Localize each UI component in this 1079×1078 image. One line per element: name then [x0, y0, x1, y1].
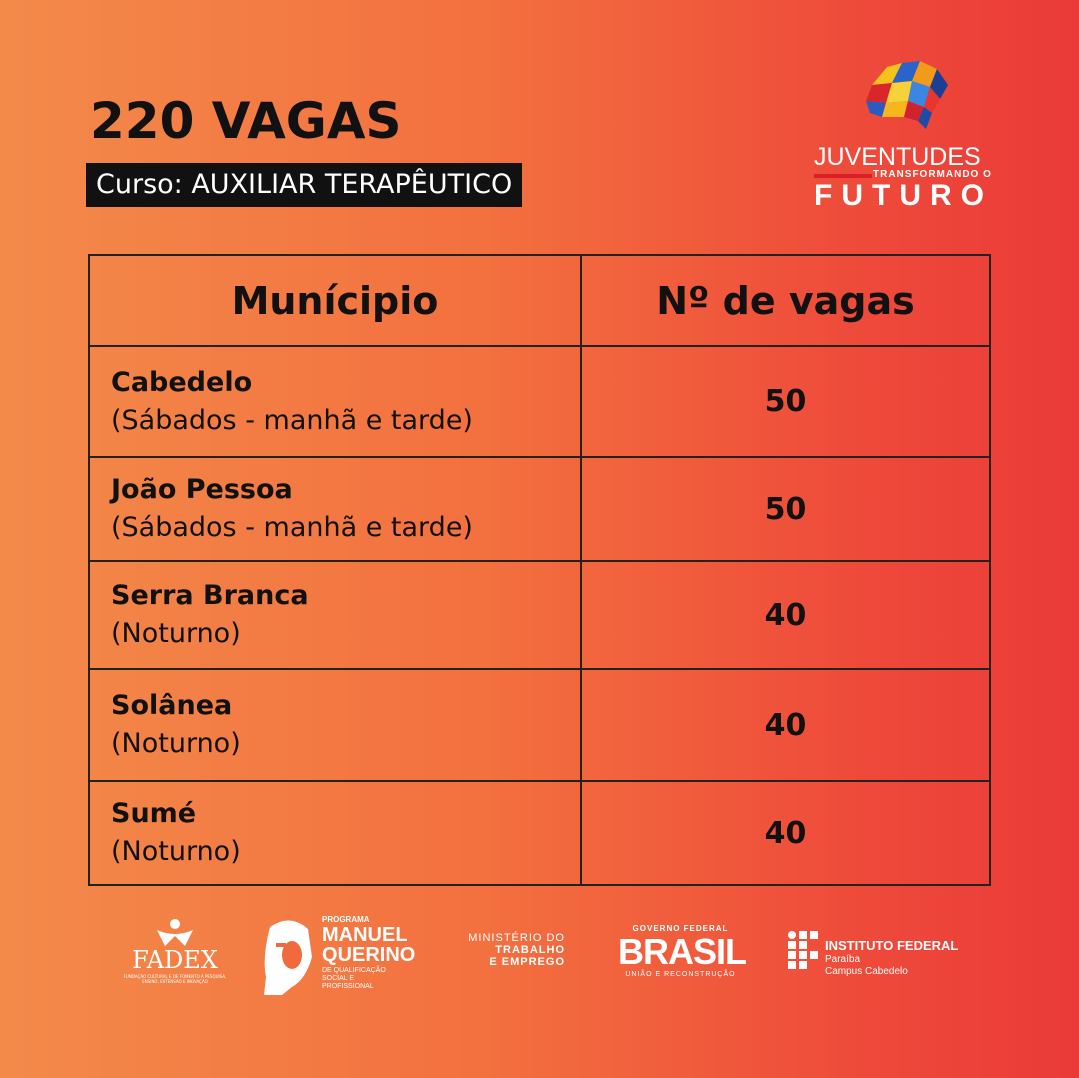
ministerio-logo	[450, 932, 565, 968]
sponsor-logos	[0, 910, 1079, 1000]
governo-brasil: BRASIL	[618, 931, 746, 972]
table-row	[89, 669, 990, 781]
fadex-logo	[120, 918, 230, 993]
municipio-cell	[89, 561, 581, 669]
governo-line1: GOVERNO FEDERAL	[632, 924, 729, 933]
instituto-federal-logo	[787, 930, 977, 980]
vacancies-table	[88, 254, 991, 886]
table-row	[89, 561, 990, 669]
logo-text-transformando: TRANSFORMANDO O	[873, 169, 992, 180]
mq-program-label: PROGRAMA	[322, 915, 370, 924]
municipio-cell	[89, 346, 581, 457]
municipio-schedule: (Noturno)	[111, 618, 241, 649]
table-row	[89, 781, 990, 885]
if-name: INSTITUTO FEDERAL	[825, 938, 959, 953]
municipio-schedule: (Sábados - manhã e tarde)	[111, 404, 473, 436]
logo-red-bar	[814, 174, 872, 178]
ministerio-line3: E EMPREGO	[489, 956, 565, 968]
ministerio-line2: TRABALHO	[495, 944, 565, 956]
municipio-cell	[89, 457, 581, 561]
logo-text-futuro: FUTURO	[814, 179, 993, 212]
table-header-row	[89, 255, 990, 346]
governo-line3: UNIÃO E RECONSTRUÇÃO	[625, 971, 736, 978]
vagas-cell: 40	[581, 561, 990, 669]
if-grid-icon	[787, 930, 819, 970]
if-campus: Campus Cabedelo	[825, 966, 908, 977]
portrait-icon	[262, 917, 317, 995]
governo-federal-logo	[618, 924, 746, 978]
header-municipio: Munícipio	[89, 255, 581, 346]
fadex-subtitle: FUNDAÇÃO CULTURAL E DE FOMENTO À PESQUISA, ENSINO, EXTENSÃO E INOVAÇÃO	[123, 974, 227, 984]
municipio-schedule: (Noturno)	[111, 836, 241, 867]
course-label: Curso: AUXILIAR TERAPÊUTICO	[86, 163, 522, 207]
vagas-cell: 50	[581, 346, 990, 457]
table-row	[89, 457, 990, 561]
municipio-schedule: (Sábados - manhã e tarde)	[111, 512, 473, 543]
municipio-name: Serra Branca	[111, 580, 309, 611]
brain-icon	[852, 55, 952, 135]
ministerio-line1: MINISTÉRIO DO	[468, 932, 565, 944]
mq-subtitle: DE QUALIFICAÇÃO SOCIAL E PROFISSIONAL	[322, 967, 386, 990]
logo-text-juventudes: JUVENTUDES	[814, 143, 981, 171]
municipio-schedule: (Noturno)	[111, 728, 241, 759]
page-title: 220 VAGAS	[90, 92, 402, 150]
header-vagas: Nº de vagas	[581, 255, 990, 346]
municipio-name: Solânea	[111, 690, 233, 721]
if-state: Paraíba	[825, 954, 861, 965]
manuel-querino-logo	[262, 915, 416, 1000]
fadex-name: FADEX	[132, 946, 218, 974]
municipio-name: João Pessoa	[111, 474, 293, 505]
municipio-name: Sumé	[111, 798, 197, 829]
table-row	[89, 346, 990, 457]
vagas-cell: 40	[581, 781, 990, 885]
vagas-cell: 50	[581, 457, 990, 561]
fadex-figure-icon	[155, 918, 195, 948]
municipio-name: Cabedelo	[111, 366, 253, 398]
municipio-cell	[89, 669, 581, 781]
mq-name: MANUEL QUERINO	[322, 924, 416, 966]
juventudes-logo	[810, 55, 1000, 215]
vagas-cell: 40	[581, 669, 990, 781]
municipio-cell	[89, 781, 581, 885]
